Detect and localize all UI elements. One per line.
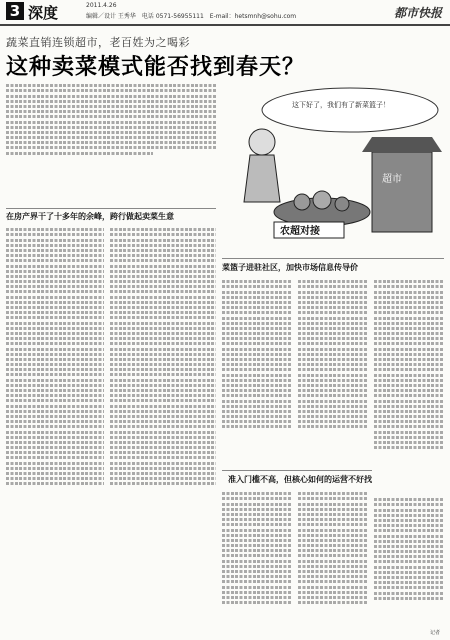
divider — [6, 208, 216, 209]
banner-text: 农超对接 — [280, 226, 320, 237]
bottom-column-2 — [298, 490, 368, 630]
cartoon-svg — [222, 82, 444, 252]
article-headline: 这种卖菜模式能否找到春天？ — [6, 55, 306, 80]
intro-text-block — [6, 82, 216, 178]
section-title: 深度 — [28, 4, 59, 22]
page-header — [0, 0, 450, 26]
left-column-2 — [110, 226, 216, 526]
editor-contact: 编辑／设计 王秀华 电话 0571-56955111 E-mail：hetsmnh@sohu.com — [86, 13, 297, 20]
farmer-head-icon — [249, 129, 275, 155]
bottom-subhead: 准入门槛不高，但核心如何的运营不好找 — [228, 475, 372, 484]
article-kicker: 蔬菜直销连锁超市，老百姓为之喝彩 — [6, 36, 190, 49]
speech-text: 这下好了，我们有了新菜篮子！ — [292, 101, 390, 109]
supermarket-building — [372, 152, 432, 232]
shop-sign: 超市 — [382, 174, 402, 185]
farmer-body-icon — [244, 155, 280, 202]
speech-bubble — [262, 88, 438, 132]
right-subhead: 菜篮子进驻社区，加快市场信息传导价 — [222, 263, 358, 272]
divider — [222, 470, 372, 471]
divider — [222, 258, 444, 259]
left-subhead: 在房产界干了十多年的余峰，跨行做起卖菜生意 — [6, 212, 174, 221]
bottom-column-3 — [374, 496, 444, 630]
reporter-credit: 记者 — [429, 630, 440, 636]
right-column-3 — [374, 278, 444, 488]
right-column-2 — [298, 278, 368, 458]
cartoon-illustration — [222, 82, 444, 252]
issue-date: 2011.4.26 — [86, 2, 117, 9]
right-column-1 — [222, 278, 292, 458]
bottom-column-1 — [222, 490, 292, 630]
stall-roof — [362, 137, 442, 152]
page-number: 3 — [6, 2, 24, 20]
left-column-1 — [6, 226, 104, 526]
newspaper-masthead: 都市快报 — [393, 6, 442, 20]
